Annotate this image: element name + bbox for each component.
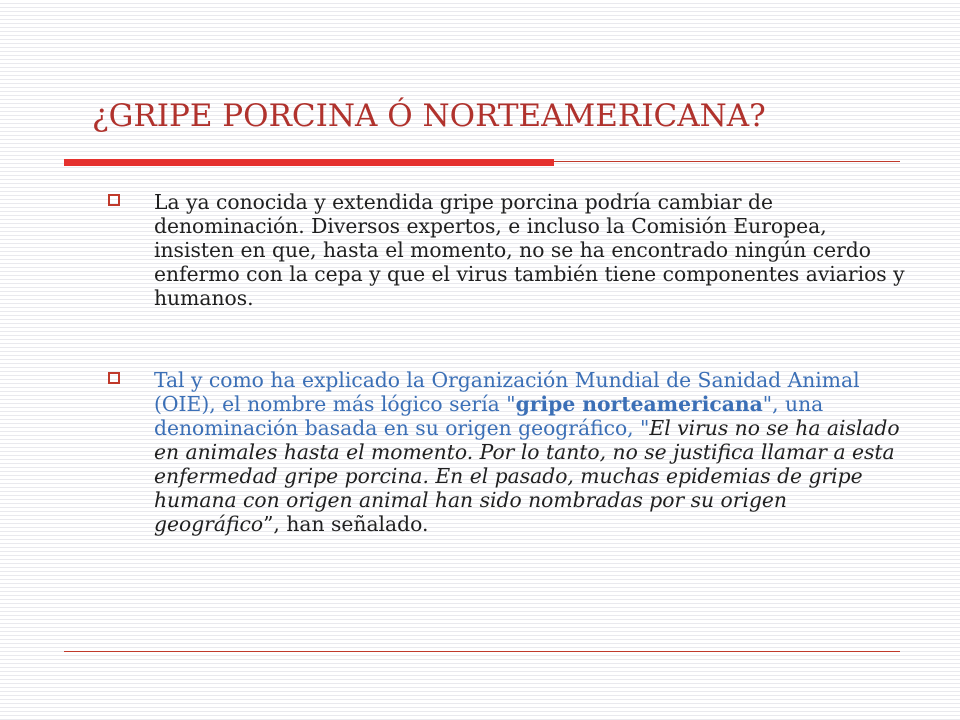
bullet-item-1	[108, 190, 908, 320]
square-bullet-icon	[108, 372, 120, 384]
footer-divider-line	[64, 651, 900, 652]
bullet-2-lead: Tal y como ha explicado la Organización Mundial de Sanidad Animal (OIE), el nombre más lógico sería "	[154, 368, 860, 416]
bullet-2-tail: ”, han señalado.	[263, 512, 429, 536]
bullet-2-bold-term: gripe norteamericana	[515, 392, 763, 416]
square-bullet-icon	[108, 194, 120, 206]
bullet-item-2	[108, 368, 908, 584]
bullet-text-1: La ya conocida y extendida gripe porcina podría cambiar de denominación. Diversos expertos, e incluso la Comisión Europea, insisten en que, hasta el momento, no se ha encontrado ningún cerdo enfermo con la cepa y que el virus también tiene componentes aviarios y humanos.	[154, 190, 905, 310]
bullet-text-2	[154, 368, 908, 536]
slide-title: ¿GRIPE PORCINA Ó NORTEAMERICANA?	[92, 98, 766, 134]
bullet-2-middle: ", una denominación basada en su origen geográfico, "	[154, 392, 824, 440]
title-accent-bar	[64, 159, 554, 166]
bullet-2-quote-italic: El virus no se ha aislado en animales hasta el momento. Por lo tanto, no se justifica llamar a esta enfermedad gripe porcina. En el pasado, muchas epidemias de gripe humana con origen animal han sido nombradas por su origen geográfico	[154, 416, 900, 536]
